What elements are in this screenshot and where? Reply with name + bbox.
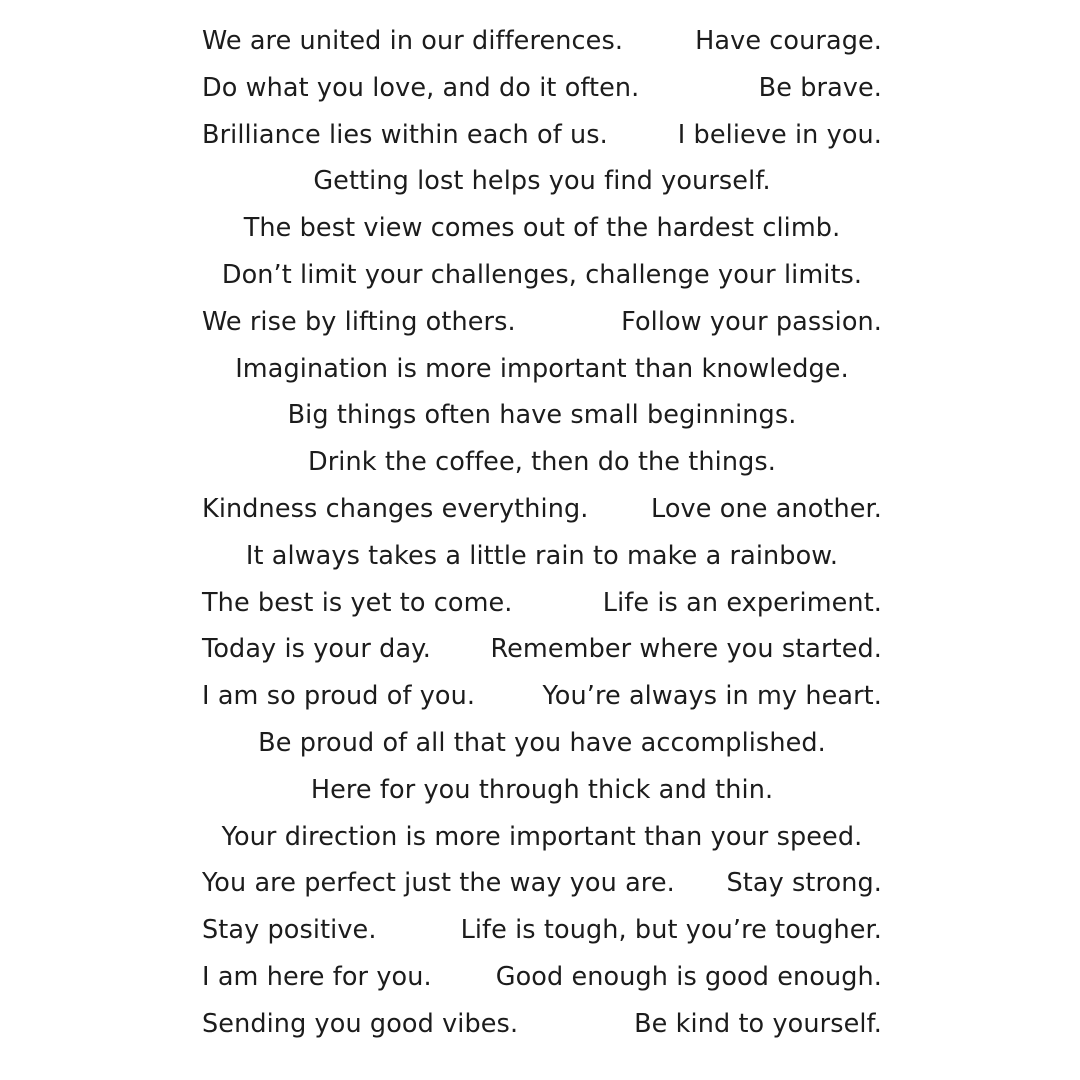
sentiment-text-left: Kindness changes everything. [202,494,589,524]
sentiment-text-right: Follow your passion. [621,306,882,337]
sentiment-text-left: I am so proud of you. [202,681,476,712]
sentiment-text-left: Brilliance lies within each of us. [202,119,608,150]
sentiment-text: Your direction is more important than your speed. [221,821,863,852]
sentiment-row [200,346,884,392]
sentiment-row [200,907,884,953]
sentiment-row [200,767,884,813]
sentiment-row [200,673,884,719]
sentiment-text: Drink the coffee, then do the things. [307,447,776,478]
sentiment-row [200,252,884,298]
sentiment-text-left: Sending you good vibes. [202,1008,519,1039]
sentiment-text-left: Today is your day. [202,634,431,665]
sentiment-row [200,814,884,860]
sentiment-row [200,18,884,64]
sentiment-text-right: Remember where you started. [490,634,882,665]
sentiment-text: It always takes a little rain to make a rainbow. [245,540,839,571]
sentiment-text-right: Life is an experiment. [602,587,882,618]
sentiment-text-right: Have courage. [695,26,882,56]
sentiment-text-right: Love one another. [651,494,882,524]
sentiment-text-left: I am here for you. [202,962,432,992]
sentiment-text-right: Life is tough, but you’re tougher. [460,915,882,946]
sentiment-row [200,954,884,1000]
sentiment-text: Here for you through thick and thin. [310,774,774,805]
sentiment-text-right: I believe in you. [677,119,882,150]
sentiment-row [200,439,884,485]
sentiment-text: Big things often have small beginnings. [287,400,797,431]
sentiment-text-left: Do what you love, and do it often. [202,72,640,103]
sentiment-text-left: The best is yet to come. [202,587,513,618]
sentiment-text: Getting lost helps you find yourself. [313,166,771,197]
sentiment-text-left: You are perfect just the way you are. [202,868,675,899]
sentiment-row [200,112,884,158]
sentiment-text: The best view comes out of the hardest climb. [243,213,841,244]
sentiment-text-left: Stay positive. [202,915,377,946]
sentiment-row [200,65,884,111]
sentiment-text: Don’t limit your challenges, challenge your limits. [221,260,863,290]
sentiment-row [200,533,884,579]
sentiment-row [200,580,884,626]
sentiment-text-right: Good enough is good enough. [495,962,882,992]
sentiment-text: Be proud of all that you have accomplished. [258,728,826,758]
sentiment-text-right: Stay strong. [726,868,882,899]
sentiment-row [200,299,884,345]
sentiment-text-right: Be kind to yourself. [634,1008,882,1039]
sentiment-row [200,720,884,766]
sentiment-sheet [200,18,884,1068]
sentiment-row [200,860,884,906]
sentiment-text-left: We rise by lifting others. [202,306,516,337]
sentiment-text-left: We are united in our differences. [202,26,624,56]
sentiment-text: Imagination is more important than knowledge. [235,353,849,384]
sentiment-row [200,1001,884,1047]
sentiment-row [200,158,884,204]
sentiment-row [200,205,884,251]
sentiment-row [200,626,884,672]
sentiment-text-right: Be brave. [758,72,882,103]
sentiment-row [200,392,884,438]
sentiment-text-right: You’re always in my heart. [542,681,882,712]
sentiment-row [200,486,884,532]
